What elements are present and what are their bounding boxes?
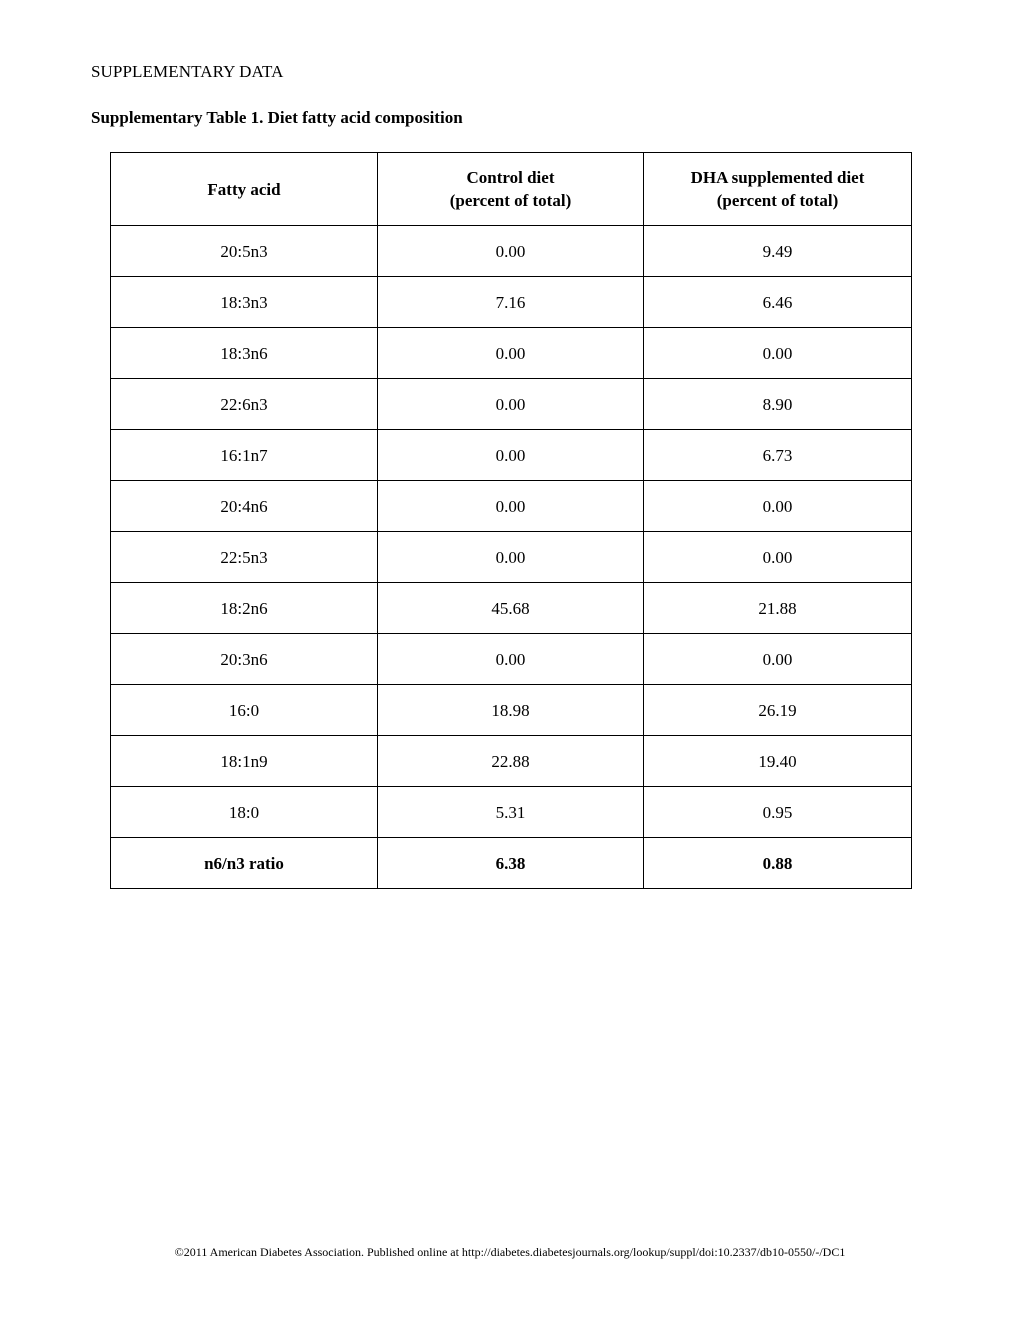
- cell-fatty-acid: 16:0: [111, 685, 378, 736]
- cell-ratio-dha: 0.88: [644, 838, 912, 889]
- cell-fatty-acid: 22:6n3: [111, 379, 378, 430]
- table-row: [111, 787, 912, 838]
- table-row: [111, 430, 912, 481]
- cell-fatty-acid: 20:5n3: [111, 226, 378, 277]
- table-row: [111, 481, 912, 532]
- cell-control-diet: 0.00: [378, 430, 644, 481]
- header-control-diet: [378, 153, 644, 226]
- cell-fatty-acid: 16:1n7: [111, 430, 378, 481]
- cell-dha-diet: 21.88: [644, 583, 912, 634]
- cell-ratio-control: 6.38: [378, 838, 644, 889]
- cell-fatty-acid: 18:1n9: [111, 736, 378, 787]
- fatty-acid-table: [110, 152, 912, 889]
- cell-fatty-acid: 18:0: [111, 787, 378, 838]
- cell-dha-diet: 0.00: [644, 481, 912, 532]
- table-row: [111, 379, 912, 430]
- cell-control-diet: 18.98: [378, 685, 644, 736]
- table-row: [111, 634, 912, 685]
- header-control-diet-label: Control diet: [466, 168, 555, 187]
- table-row: [111, 277, 912, 328]
- ratio-row: [111, 838, 912, 889]
- cell-dha-diet: 9.49: [644, 226, 912, 277]
- header-fatty-acid-label: Fatty acid: [207, 179, 281, 199]
- table-row: [111, 583, 912, 634]
- header-dha-diet-label: DHA supplemented diet: [690, 168, 865, 187]
- header-dha-diet-unit: (percent of total): [716, 191, 839, 210]
- cell-dha-diet: 19.40: [644, 736, 912, 787]
- cell-fatty-acid: 20:4n6: [111, 481, 378, 532]
- table-row: [111, 328, 912, 379]
- table-caption: Supplementary Table 1. Diet fatty acid composition: [91, 108, 463, 127]
- cell-dha-diet: 26.19: [644, 685, 912, 736]
- page-heading: SUPPLEMENTARY DATA: [91, 62, 284, 81]
- cell-control-diet: 0.00: [378, 379, 644, 430]
- copyright-footer: ©2011 American Diabetes Association. Published online at http://diabetes.diabetesjournals.org/lookup/suppl/doi:10.2337/db10-0550/-/DC1: [174, 1245, 846, 1259]
- cell-dha-diet: 6.73: [644, 430, 912, 481]
- cell-fatty-acid: 18:3n3: [111, 277, 378, 328]
- header-control-diet-unit: (percent of total): [449, 191, 572, 210]
- cell-dha-diet: 0.00: [644, 532, 912, 583]
- cell-control-diet: 0.00: [378, 532, 644, 583]
- cell-dha-diet: 0.00: [644, 328, 912, 379]
- cell-dha-diet: 0.00: [644, 634, 912, 685]
- table-header-row: [111, 153, 912, 226]
- cell-fatty-acid: 22:5n3: [111, 532, 378, 583]
- cell-fatty-acid: 20:3n6: [111, 634, 378, 685]
- cell-control-diet: 7.16: [378, 277, 644, 328]
- cell-control-diet: 5.31: [378, 787, 644, 838]
- cell-fatty-acid: 18:2n6: [111, 583, 378, 634]
- cell-control-diet: 0.00: [378, 634, 644, 685]
- table-row: [111, 532, 912, 583]
- cell-control-diet: 0.00: [378, 226, 644, 277]
- header-dha-diet: [644, 153, 912, 226]
- cell-ratio-label: n6/n3 ratio: [111, 838, 378, 889]
- cell-control-diet: 0.00: [378, 328, 644, 379]
- cell-dha-diet: 0.95: [644, 787, 912, 838]
- table-row: [111, 736, 912, 787]
- cell-control-diet: 0.00: [378, 481, 644, 532]
- table-row: [111, 685, 912, 736]
- header-fatty-acid: [111, 153, 378, 226]
- cell-control-diet: 45.68: [378, 583, 644, 634]
- cell-dha-diet: 6.46: [644, 277, 912, 328]
- cell-control-diet: 22.88: [378, 736, 644, 787]
- cell-fatty-acid: 18:3n6: [111, 328, 378, 379]
- table-row: [111, 226, 912, 277]
- cell-dha-diet: 8.90: [644, 379, 912, 430]
